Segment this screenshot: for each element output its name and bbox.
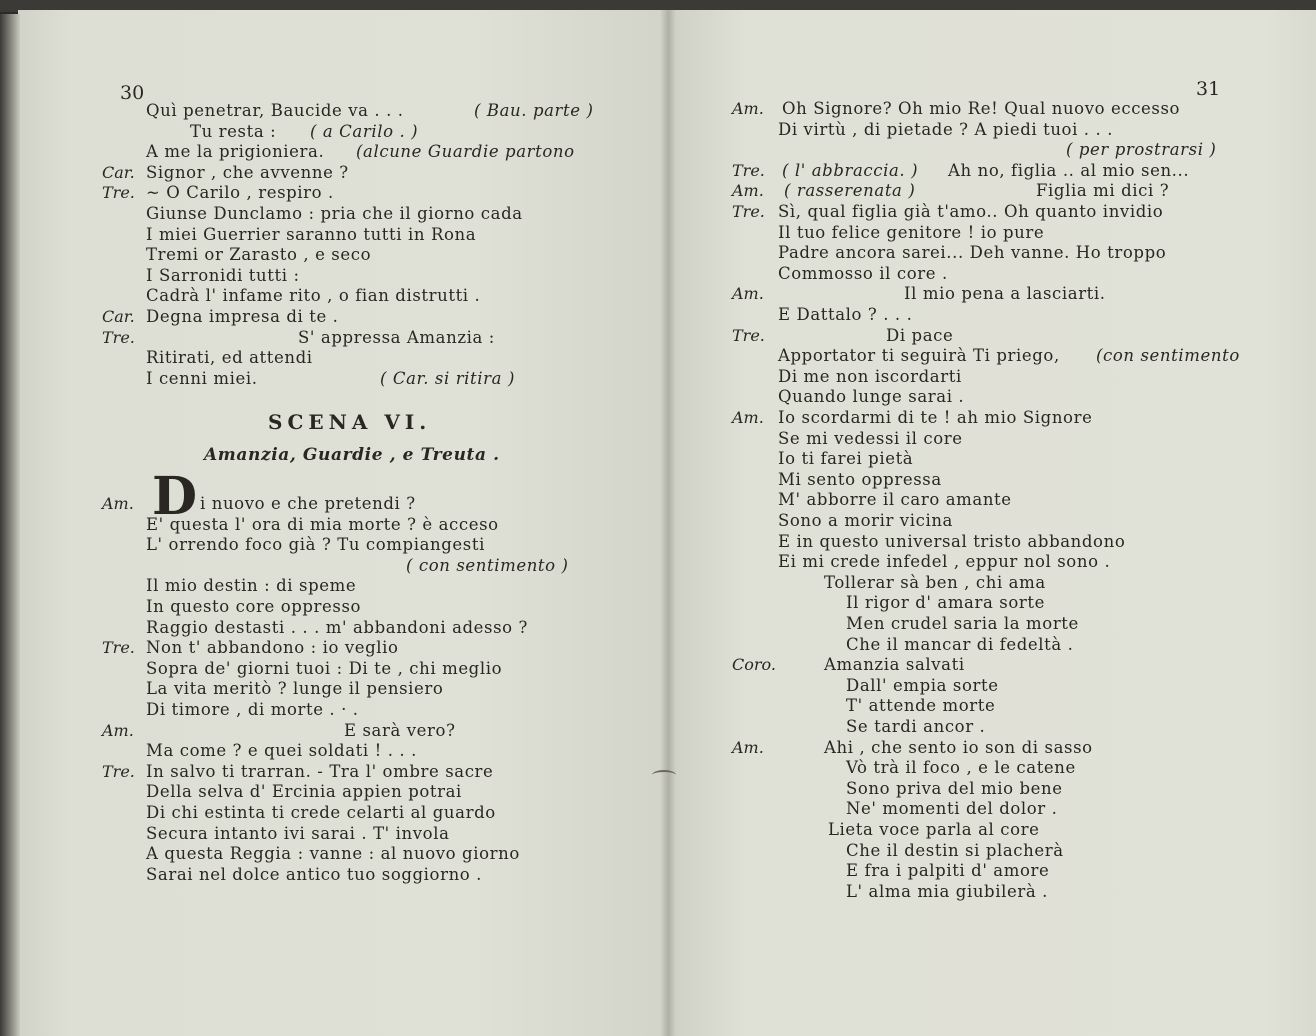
verse-line: Sono priva del mio bene [846, 778, 1063, 798]
speaker-label: Tre. [732, 202, 765, 221]
gutter [660, 10, 676, 1036]
verse-line: Se mi vedessi il core [778, 428, 963, 448]
verse-line: Ritirati, ed attendi [146, 348, 313, 368]
verse-line: La vita meritò ? lunge il pensiero [146, 679, 444, 699]
verse-line: Secura intanto ivi sarai . T' invola [146, 823, 450, 843]
left-page-number: 30 [120, 82, 145, 104]
stage-direction: ( Car. si ritira ) [380, 368, 515, 388]
verse-line: E' questa l' ora di mia morte ? è acceso [146, 514, 499, 534]
scene-heading: SCENA VI. [268, 410, 432, 434]
verse-line: i nuovo e che pretendi ? [200, 494, 416, 513]
speaker-label: Am. [732, 408, 764, 427]
verse-line: Di chi estinta ti crede celarti al guardo [146, 803, 496, 822]
verse-line: Di pace [886, 325, 954, 345]
stage-direction: ( con sentimento ) [406, 555, 569, 575]
verse-line: Signor , che avvenne ? [146, 162, 349, 182]
verse-line: Raggio destasti . . . m' abbandoni adesso ? [146, 617, 528, 637]
verse-line: Tu resta : [190, 121, 277, 141]
verse-line: Tollerar sà ben , chi ama [824, 572, 1046, 592]
gutter-mark [652, 770, 676, 780]
verse-line: Di virtù , di pietade ? A piedi tuoi . . . [778, 119, 1114, 139]
verse-line: In salvo ti trarran. - Tra l' ombre sacre [146, 761, 494, 781]
verse-line: Oh Signore? Oh mio Re! Qual nuovo eccesso [782, 99, 1181, 118]
speaker-label: Tre. [102, 638, 135, 658]
verse-line: Padre ancora sarei... Deh vanne. Ho troppo [778, 243, 1167, 263]
speaker-label: Tre. [102, 183, 135, 203]
verse-line: Commosso il core . [778, 263, 948, 283]
verse-line: Ah no, figlia .. al mio sen... [948, 160, 1190, 180]
speaker-label: Am. [732, 737, 764, 757]
verse-line: Apportator ti seguirà Ti priego, [778, 346, 1060, 366]
verse-line: Della selva d' Ercinia appien potrai [146, 782, 462, 802]
verse-line: Se tardi ancor . [846, 717, 986, 736]
drop-cap: D [152, 466, 198, 527]
speaker-label: Tre. [732, 160, 765, 180]
verse-line: Amanzia salvati [824, 655, 965, 675]
verse-line: I Sarronidi tutti : [146, 265, 300, 285]
verse-line: L' orrendo foco già ? Tu compiangesti [146, 535, 485, 555]
book-edge [0, 14, 20, 1036]
verse-line: Di timore , di morte . · . [146, 700, 359, 719]
verse-line: S' appressa Amanzia : [298, 327, 495, 347]
verse-line: A questa Reggia : vanne : al nuovo giorno [146, 844, 520, 864]
speaker-label: Am. [732, 181, 764, 201]
speaker-label: Am. [102, 720, 134, 740]
stage-direction: (alcune Guardie partono [356, 142, 575, 162]
verse-line: Lieta voce parla al core [828, 820, 1040, 839]
speaker-label: Coro. [732, 655, 776, 675]
verse-line: I miei Guerrier saranno tutti in Rona [146, 224, 477, 244]
verse-line: Sarai nel dolce antico tuo soggiorno . [146, 864, 483, 884]
verse-line: Dall' empia sorte [846, 675, 999, 695]
verse-line: Mi sento oppressa [778, 469, 942, 489]
verse-line: Il tuo felice genitore ! io pure [778, 222, 1045, 242]
verse-line: Il mio destin : di speme [146, 576, 357, 596]
verse-line: Cadrà l' infame rito , o fian distrutti . [146, 286, 481, 306]
verse-line: In questo core oppresso [146, 597, 362, 616]
verse-line: Il rigor d' amara sorte [846, 593, 1045, 613]
stage-direction: ( Bau. parte ) [474, 101, 594, 120]
verse-line: Degna impresa di te . [146, 307, 339, 326]
speaker-label: Am. [102, 494, 134, 513]
verse-line: Quando lunge sarai . [778, 387, 965, 407]
verse-line: Che il destin si placherà [846, 840, 1064, 860]
stage-direction: ( per prostrarsi ) [1066, 140, 1217, 160]
verse-line: A me la prigioniera. [146, 142, 325, 162]
verse-line: Vò trà il foco , e le catene [846, 758, 1076, 778]
verse-line: Non t' abbandono : io veglio [146, 638, 399, 658]
verse-line: Io ti farei pietà [778, 449, 914, 469]
verse-line: Il mio pena a lasciarti. [904, 284, 1106, 304]
verse-line: Quì penetrar, Baucide va . . . [146, 101, 404, 120]
verse-line: T' attende morte [846, 696, 996, 716]
verse-line: Figlia mi dici ? [1036, 181, 1170, 201]
verse-line: Sì, qual figlia già t'amo.. Oh quanto invidio [778, 202, 1164, 221]
verse-line: ~ O Carilo , respiro . [146, 183, 334, 203]
speaker-label: Am. [732, 99, 764, 118]
verse-line: Tremi or Zarasto , e seco [146, 245, 372, 265]
speaker-label: Tre. [732, 325, 765, 345]
speaker-label: Car. [102, 162, 135, 182]
speaker-label: Tre. [102, 761, 135, 781]
speaker-label: Tre. [102, 327, 135, 347]
verse-line: Ma come ? e quei soldati ! . . . [146, 741, 417, 761]
verse-line: M' abborre il caro amante [778, 490, 1012, 510]
verse-line: E sarà vero? [344, 720, 456, 740]
right-page-number: 31 [1196, 78, 1221, 100]
stage-direction: ( a Carilo . ) [310, 121, 419, 141]
stage-direction: (con sentimento [1096, 346, 1240, 366]
verse-line: Giunse Dunclamo : pria che il giorno cada [146, 204, 523, 223]
verse-line: Sopra de' giorni tuoi : Di te , chi meglio [146, 658, 503, 678]
verse-line: Ne' momenti del dolor . [846, 799, 1058, 819]
verse-line: Di me non iscordarti [778, 366, 962, 386]
verse-line: Men crudel saria la morte [846, 614, 1079, 633]
verse-line: E in questo universal tristo abbandono [778, 531, 1126, 551]
verse-line: Che il mancar di fedeltà . [846, 634, 1074, 654]
verse-line: E Dattalo ? . . . [778, 305, 913, 324]
verse-line: L' alma mia giubilerà . [846, 881, 1048, 901]
verse-line: Ahi , che sento io son di sasso [824, 737, 1093, 757]
speaker-label: Car. [102, 307, 135, 326]
verse-line: Ei mi crede infedel , eppur nol sono . [778, 552, 1111, 572]
verse-line: I cenni miei. [146, 368, 258, 388]
stage-direction: ( l' abbraccia. ) [782, 160, 919, 180]
stage-direction: ( rasserenata ) [784, 181, 916, 201]
scene-cast: Amanzia, Guardie , e Treuta . [204, 445, 500, 465]
verse-line: Io scordarmi di te ! ah mio Signore [778, 408, 1093, 427]
verse-line: E fra i palpiti d' amore [846, 861, 1050, 881]
speaker-label: Am. [732, 284, 764, 304]
verse-line: Sono a morir vicina [778, 511, 953, 530]
